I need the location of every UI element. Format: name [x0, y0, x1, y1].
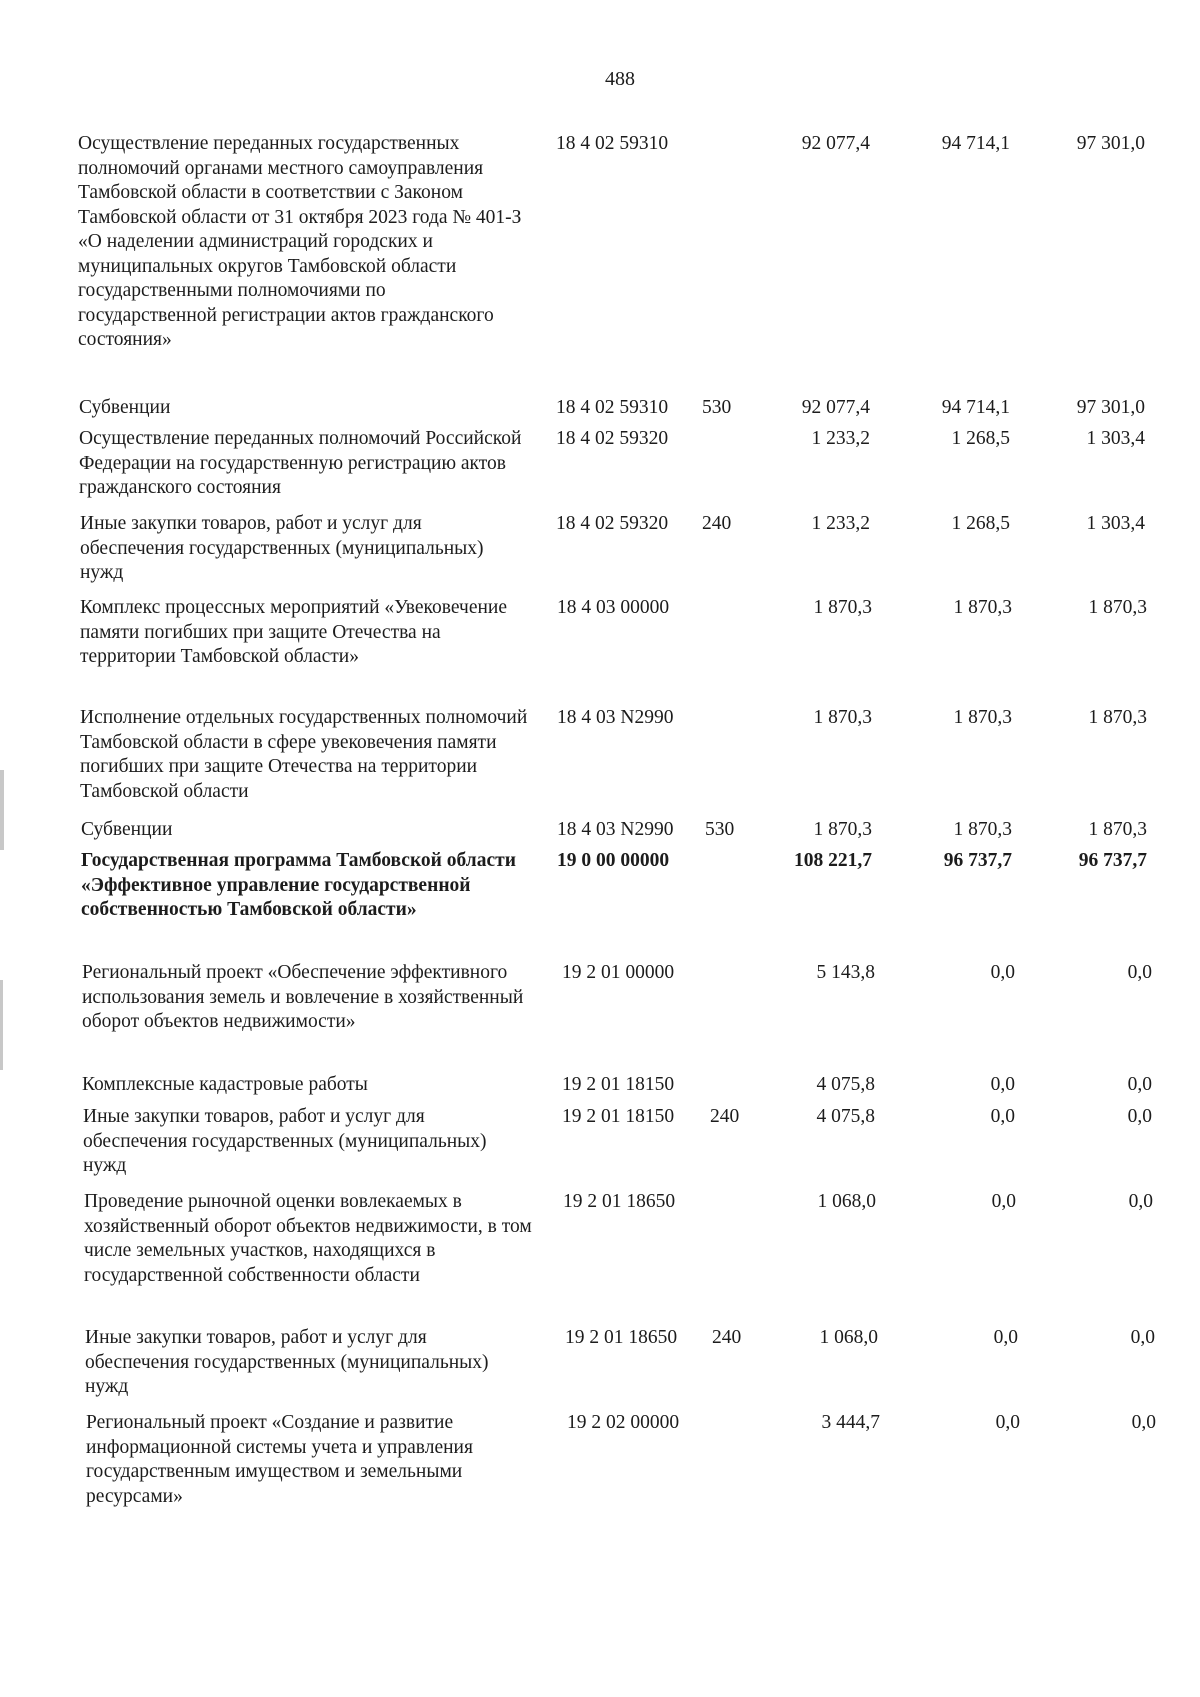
row-value-1: 108 221,7 [794, 850, 872, 871]
row-target-code: 18 4 03 00000 [557, 597, 670, 618]
row-description: Субвенции [79, 397, 171, 418]
table-row [0, 961, 1200, 1061]
table-row [0, 596, 1200, 696]
row-target-code: 19 2 01 18150 [562, 1074, 675, 1095]
table-row [0, 1411, 1200, 1511]
row-value-1: 4 075,8 [816, 1074, 875, 1095]
row-description: Проведение рыночной оценки вовлекаемых в хозяйственный оборот объектов недвижимости, в том числе земельных участков, находящихся в государственной собственности области [84, 1191, 532, 1286]
row-value-1: 3 444,7 [821, 1412, 880, 1433]
row-target-code: 18 4 02 59310 [556, 133, 669, 154]
table-row [0, 1326, 1200, 1402]
row-expense-type: 240 [710, 1106, 740, 1127]
table-row [0, 1190, 1200, 1315]
row-value-2: 1 268,5 [951, 428, 1010, 449]
row-value-3: 1 303,4 [1086, 428, 1145, 449]
row-value-2: 96 737,7 [943, 850, 1012, 871]
row-value-3: 1 303,4 [1086, 513, 1145, 534]
row-target-code: 19 2 01 18650 [563, 1191, 676, 1212]
row-description: Комплексные кадастровые работы [82, 1074, 368, 1095]
row-target-code: 19 2 01 18650 [565, 1327, 678, 1348]
row-target-code: 18 4 02 59320 [556, 428, 669, 449]
table-row [0, 396, 1200, 422]
row-expense-type: 530 [705, 819, 735, 840]
row-target-code: 19 2 01 00000 [562, 962, 675, 983]
table-row [0, 1105, 1200, 1181]
row-value-3: 97 301,0 [1076, 397, 1145, 418]
row-value-2: 1 870,3 [953, 597, 1012, 618]
page-number: 488 [605, 68, 635, 90]
row-value-3: 96 737,7 [1078, 850, 1147, 871]
row-value-1: 1 870,3 [813, 597, 872, 618]
row-value-1: 92 077,4 [801, 397, 870, 418]
row-target-code: 19 2 01 18150 [562, 1106, 675, 1127]
row-target-code: 18 4 03 N2990 [557, 819, 674, 840]
row-value-2: 1 870,3 [953, 707, 1012, 728]
row-target-code: 18 4 02 59320 [556, 513, 669, 534]
table-row [0, 512, 1200, 588]
row-value-2: 0,0 [990, 962, 1015, 983]
row-expense-type: 240 [702, 513, 732, 534]
row-value-3: 0,0 [1130, 1327, 1155, 1348]
row-value-2: 0,0 [993, 1327, 1018, 1348]
row-value-2: 0,0 [991, 1191, 1016, 1212]
row-value-1: 1 233,2 [811, 513, 870, 534]
table-row [0, 706, 1200, 806]
row-value-2: 1 268,5 [951, 513, 1010, 534]
row-value-1: 1 233,2 [811, 428, 870, 449]
row-target-code: 19 0 00 00000 [557, 850, 670, 871]
table-row [0, 427, 1200, 503]
row-value-2: 0,0 [995, 1412, 1020, 1433]
row-description: Иные закупки товаров, работ и услуг для обеспечения государственных (муниципальных) нужд [80, 513, 484, 583]
row-description: Государственная программа Тамбовской области «Эффективное управление государственной собственностью Тамбовской области» [81, 850, 516, 920]
scan-edge-mark [0, 770, 4, 850]
row-value-2: 1 870,3 [953, 819, 1012, 840]
row-value-3: 1 870,3 [1088, 597, 1147, 618]
table-row [0, 132, 1200, 382]
row-value-1: 1 870,3 [813, 819, 872, 840]
row-description: Осуществление переданных полномочий Российской Федерации на государственную регистрацию актов гражданского состояния [79, 428, 522, 498]
row-value-3: 1 870,3 [1088, 819, 1147, 840]
row-value-2: 94 714,1 [941, 133, 1010, 154]
row-value-1: 5 143,8 [816, 962, 875, 983]
row-description: Комплекс процессных мероприятий «Увековечение памяти погибших при защите Отечества на территории Тамбовской области» [80, 597, 508, 667]
row-description: Региональный проект «Создание и развитие информационной системы учета и управления государственным имуществом и земельными ресурсами» [86, 1412, 473, 1507]
row-target-code: 18 4 02 59310 [556, 397, 669, 418]
row-value-3: 97 301,0 [1076, 133, 1145, 154]
row-expense-type: 530 [702, 397, 732, 418]
row-target-code: 19 2 02 00000 [567, 1412, 680, 1433]
row-value-3: 0,0 [1127, 962, 1152, 983]
row-target-code: 18 4 03 N2990 [557, 707, 674, 728]
row-value-1: 4 075,8 [816, 1106, 875, 1127]
row-expense-type: 240 [712, 1327, 742, 1348]
row-value-3: 0,0 [1128, 1191, 1153, 1212]
row-value-3: 1 870,3 [1088, 707, 1147, 728]
row-value-2: 0,0 [990, 1074, 1015, 1095]
table-row [0, 818, 1200, 844]
row-value-3: 0,0 [1131, 1412, 1156, 1433]
row-description: Осуществление переданных государственных полномочий органами местного самоуправления Тамбовской области в соответствии с Законом Тамбовской области от 31 октября 2023 года № 401-З «О наделении администраций городских и муниципальных округов Тамбовской области государственными полномочиями по государственной регистрации актов гражданского состояния» [78, 133, 522, 350]
row-value-2: 0,0 [990, 1106, 1015, 1127]
row-value-1: 1 068,0 [819, 1327, 878, 1348]
table-row [0, 1073, 1200, 1099]
row-description: Иные закупки товаров, работ и услуг для обеспечения государственных (муниципальных) нужд [83, 1106, 487, 1176]
row-value-2: 94 714,1 [941, 397, 1010, 418]
row-value-1: 1 068,0 [817, 1191, 876, 1212]
row-description: Исполнение отдельных государственных полномочий Тамбовской области в сфере увековечения памяти погибших при защите Отечества на территории Тамбовской области [80, 707, 528, 802]
row-description: Региональный проект «Обеспечение эффективного использования земель и вовлечение в хозяйственный оборот объектов недвижимости» [82, 962, 524, 1032]
row-description: Субвенции [81, 819, 173, 840]
scan-edge-mark [0, 980, 3, 1070]
row-value-1: 92 077,4 [801, 133, 870, 154]
table-row [0, 849, 1200, 949]
row-value-1: 1 870,3 [813, 707, 872, 728]
row-value-3: 0,0 [1127, 1106, 1152, 1127]
row-description: Иные закупки товаров, работ и услуг для обеспечения государственных (муниципальных) нужд [85, 1327, 489, 1397]
row-value-3: 0,0 [1127, 1074, 1152, 1095]
